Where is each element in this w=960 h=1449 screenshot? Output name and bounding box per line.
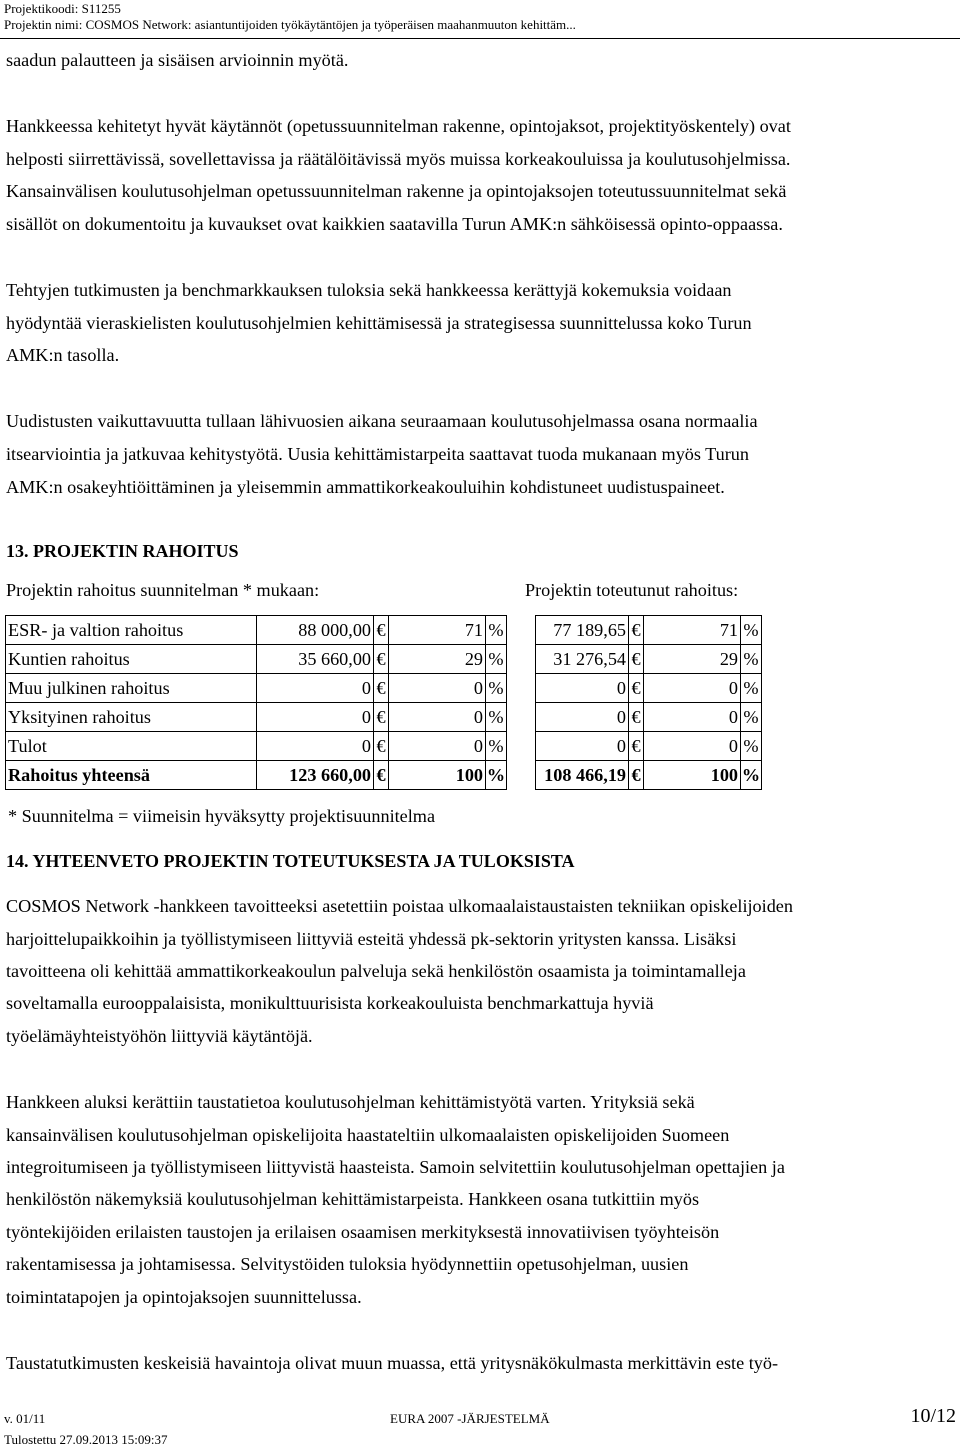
percent-symbol: % bbox=[486, 645, 507, 674]
row-label: Rahoitus yhteensä bbox=[6, 761, 257, 790]
table-gap bbox=[507, 732, 536, 761]
actual-percent: 0 bbox=[644, 732, 741, 761]
planned-amount: 0 bbox=[257, 674, 374, 703]
actual-amount: 31 276,54 bbox=[536, 645, 629, 674]
section-13-title: 13. PROJEKTIN RAHOITUS bbox=[6, 541, 239, 561]
planned-amount: 88 000,00 bbox=[257, 616, 374, 645]
table-row bbox=[6, 674, 762, 703]
planned-percent: 0 bbox=[389, 674, 486, 703]
text-line: helposti siirrettävissä, sovellettavissa ja räätälöitävissä myös muissa korkeakouluissa ja koulutusohjelmissa. bbox=[6, 149, 791, 169]
actual-percent: 0 bbox=[644, 674, 741, 703]
actual-percent: 100 bbox=[644, 761, 741, 790]
currency-symbol: € bbox=[374, 645, 389, 674]
text-line: Tehtyjen tutkimusten ja benchmarkkauksen tuloksia sekä hankkeessa kerättyjä kokemuksia voidaan bbox=[6, 280, 732, 300]
table-gap bbox=[507, 674, 536, 703]
text-line: tavoitteena oli kehittää ammattikorkeakoulun palveluja sekä henkilöstön osaamista ja toimintamalleja bbox=[6, 961, 746, 981]
actual-amount: 77 189,65 bbox=[536, 616, 629, 645]
project-name: Projektin nimi: COSMOS Network: asiantuntijoiden työkäytäntöjen ja työperäisen maahanmuuton kehittäm... bbox=[4, 17, 576, 32]
table-gap bbox=[507, 703, 536, 732]
text-line: integroitumiseen ja työllistymiseen liittyvistä haasteista. Samoin selvitettiin koulutusohjelman opettajien ja bbox=[6, 1157, 785, 1177]
row-label: Tulot bbox=[6, 732, 257, 761]
planned-amount: 123 660,00 bbox=[257, 761, 374, 790]
text-line: rakentamisessa ja johtamisessa. Selvitystöiden tuloksia hyödynnettiin opetusohjelman, uusien bbox=[6, 1254, 689, 1274]
text-line: AMK:n tasolla. bbox=[6, 345, 120, 365]
text-line: soveltamalla eurooppalaisista, monikulttuurisista korkeakouluista benchmarkattuja hyviä bbox=[6, 993, 654, 1013]
table-row bbox=[6, 616, 762, 645]
actual-amount: 0 bbox=[536, 674, 629, 703]
planned-percent: 100 bbox=[389, 761, 486, 790]
section-14-title: 14. YHTEENVETO PROJEKTIN TOTEUTUKSESTA JA TULOKSISTA bbox=[6, 851, 575, 871]
table-row bbox=[6, 703, 762, 732]
currency-symbol: € bbox=[629, 703, 644, 732]
text-line: Kansainvälisen koulutusohjelman opetussuunnitelman rakenne ja opintojaksojen toteutussuunnitelmat sekä bbox=[6, 181, 787, 201]
actual-amount: 108 466,19 bbox=[536, 761, 629, 790]
footer-system: EURA 2007 -JÄRJESTELMÄ bbox=[390, 1411, 550, 1426]
text-line: harjoittelupaikkoihin ja työllistymiseen liittyviä esteitä yhdessä pk-sektorin yritysten kanssa. Lisäksi bbox=[6, 929, 737, 949]
currency-symbol: € bbox=[374, 761, 389, 790]
percent-symbol: % bbox=[486, 732, 507, 761]
percent-symbol: % bbox=[741, 674, 762, 703]
actual-amount: 0 bbox=[536, 703, 629, 732]
currency-symbol: € bbox=[629, 645, 644, 674]
currency-symbol: € bbox=[629, 761, 644, 790]
text-line: Uudistusten vaikuttavuutta tullaan lähivuosien aikana seuraamaan koulutusohjelmassa osana normaalia bbox=[6, 411, 758, 431]
planned-percent: 0 bbox=[389, 703, 486, 732]
currency-symbol: € bbox=[629, 616, 644, 645]
planned-percent: 0 bbox=[389, 732, 486, 761]
percent-symbol: % bbox=[486, 703, 507, 732]
table-row bbox=[6, 732, 762, 761]
row-label: Yksityinen rahoitus bbox=[6, 703, 257, 732]
text-line: hyödyntää vieraskielisten koulutusohjelmien kehittämisessä ja strategisessa suunnittelussa koko Turun bbox=[6, 313, 752, 333]
planned-percent: 29 bbox=[389, 645, 486, 674]
percent-symbol: % bbox=[741, 761, 762, 790]
actual-percent: 0 bbox=[644, 703, 741, 732]
funding-table bbox=[5, 615, 762, 790]
percent-symbol: % bbox=[486, 761, 507, 790]
currency-symbol: € bbox=[374, 674, 389, 703]
table-gap bbox=[507, 761, 536, 790]
percent-symbol: % bbox=[741, 732, 762, 761]
text-line: työelämäyhteistyöhön liittyviä käytäntöjä. bbox=[6, 1026, 313, 1046]
header-divider bbox=[0, 38, 960, 39]
percent-symbol: % bbox=[486, 674, 507, 703]
actual-percent: 71 bbox=[644, 616, 741, 645]
text-line: sisällöt on dokumentoitu ja kuvaukset ovat kaikkien saatavilla Turun AMK:n sähköisessä opinto-oppaassa. bbox=[6, 214, 783, 234]
table-footnote: * Suunnitelma = viimeisin hyväksytty projektisuunnitelma bbox=[8, 806, 436, 826]
percent-symbol: % bbox=[741, 645, 762, 674]
text-line: kansainvälisen koulutusohjelman opiskelijoita haastateltiin ulkomaalaisten opiskelijoiden Suomeen bbox=[6, 1125, 730, 1145]
table-row-total bbox=[6, 761, 762, 790]
actual-funding-label: Projektin toteutunut rahoitus: bbox=[525, 580, 739, 600]
text-line: toimintatapojen ja opintojaksojen suunnittelussa. bbox=[6, 1287, 362, 1307]
text-line: Hankkeen aluksi kerättiin taustatietoa koulutusohjelman kehittämistyötä varten. Yrityksiä sekä bbox=[6, 1092, 695, 1112]
actual-percent: 29 bbox=[644, 645, 741, 674]
currency-symbol: € bbox=[374, 703, 389, 732]
planned-amount: 0 bbox=[257, 732, 374, 761]
planned-amount: 35 660,00 bbox=[257, 645, 374, 674]
table-gap bbox=[507, 645, 536, 674]
percent-symbol: % bbox=[741, 703, 762, 732]
text-line: työntekijöiden erilaisten taustojen ja erilaisen osaamisen merkityksestä innovatiivisen työyhteisön bbox=[6, 1222, 720, 1242]
text-line: henkilöstön näkemyksiä koulutusohjelman kehittämistarpeista. Hankkeen osana tutkittiin myös bbox=[6, 1189, 700, 1209]
text-line: AMK:n osakeyhtiöittäminen ja yleisemmin ammattikorkeakouluihin kohdistuneet uudistuspaineet. bbox=[6, 477, 725, 497]
row-label: Kuntien rahoitus bbox=[6, 645, 257, 674]
footer-version: v. 01/11 bbox=[4, 1411, 46, 1426]
text-line: itsearviointia ja jatkuvaa kehitystyötä. Uusia kehittämistarpeita saattavat tuoda mukanaan myös Turun bbox=[6, 444, 749, 464]
footer-printed: Tulostettu 27.09.2013 15:09:37 bbox=[4, 1432, 168, 1447]
project-code: Projektikoodi: S11255 bbox=[4, 1, 121, 16]
page-number: 10/12 bbox=[910, 1405, 956, 1427]
actual-amount: 0 bbox=[536, 732, 629, 761]
percent-symbol: % bbox=[486, 616, 507, 645]
text-line: COSMOS Network -hankkeen tavoitteeksi asetettiin poistaa ulkomaalaistaustaisten tekniikan opiskelijoiden bbox=[6, 896, 793, 916]
planned-percent: 71 bbox=[389, 616, 486, 645]
currency-symbol: € bbox=[629, 732, 644, 761]
currency-symbol: € bbox=[629, 674, 644, 703]
currency-symbol: € bbox=[374, 732, 389, 761]
planned-amount: 0 bbox=[257, 703, 374, 732]
row-label: ESR- ja valtion rahoitus bbox=[6, 616, 257, 645]
text-line: Hankkeessa kehitetyt hyvät käytännöt (opetussuunnitelman rakenne, opintojaksot, projektityöskentely) ovat bbox=[6, 116, 791, 136]
table-row bbox=[6, 645, 762, 674]
percent-symbol: % bbox=[741, 616, 762, 645]
currency-symbol: € bbox=[374, 616, 389, 645]
table-gap bbox=[507, 616, 536, 645]
planned-funding-label: Projektin rahoitus suunnitelman * mukaan: bbox=[6, 580, 320, 600]
text-line: Taustatutkimusten keskeisiä havaintoja olivat muun muassa, että yritysnäkökulmasta merkittävin este työ- bbox=[6, 1353, 779, 1373]
row-label: Muu julkinen rahoitus bbox=[6, 674, 257, 703]
text-line: saadun palautteen ja sisäisen arvioinnin myötä. bbox=[6, 50, 349, 70]
